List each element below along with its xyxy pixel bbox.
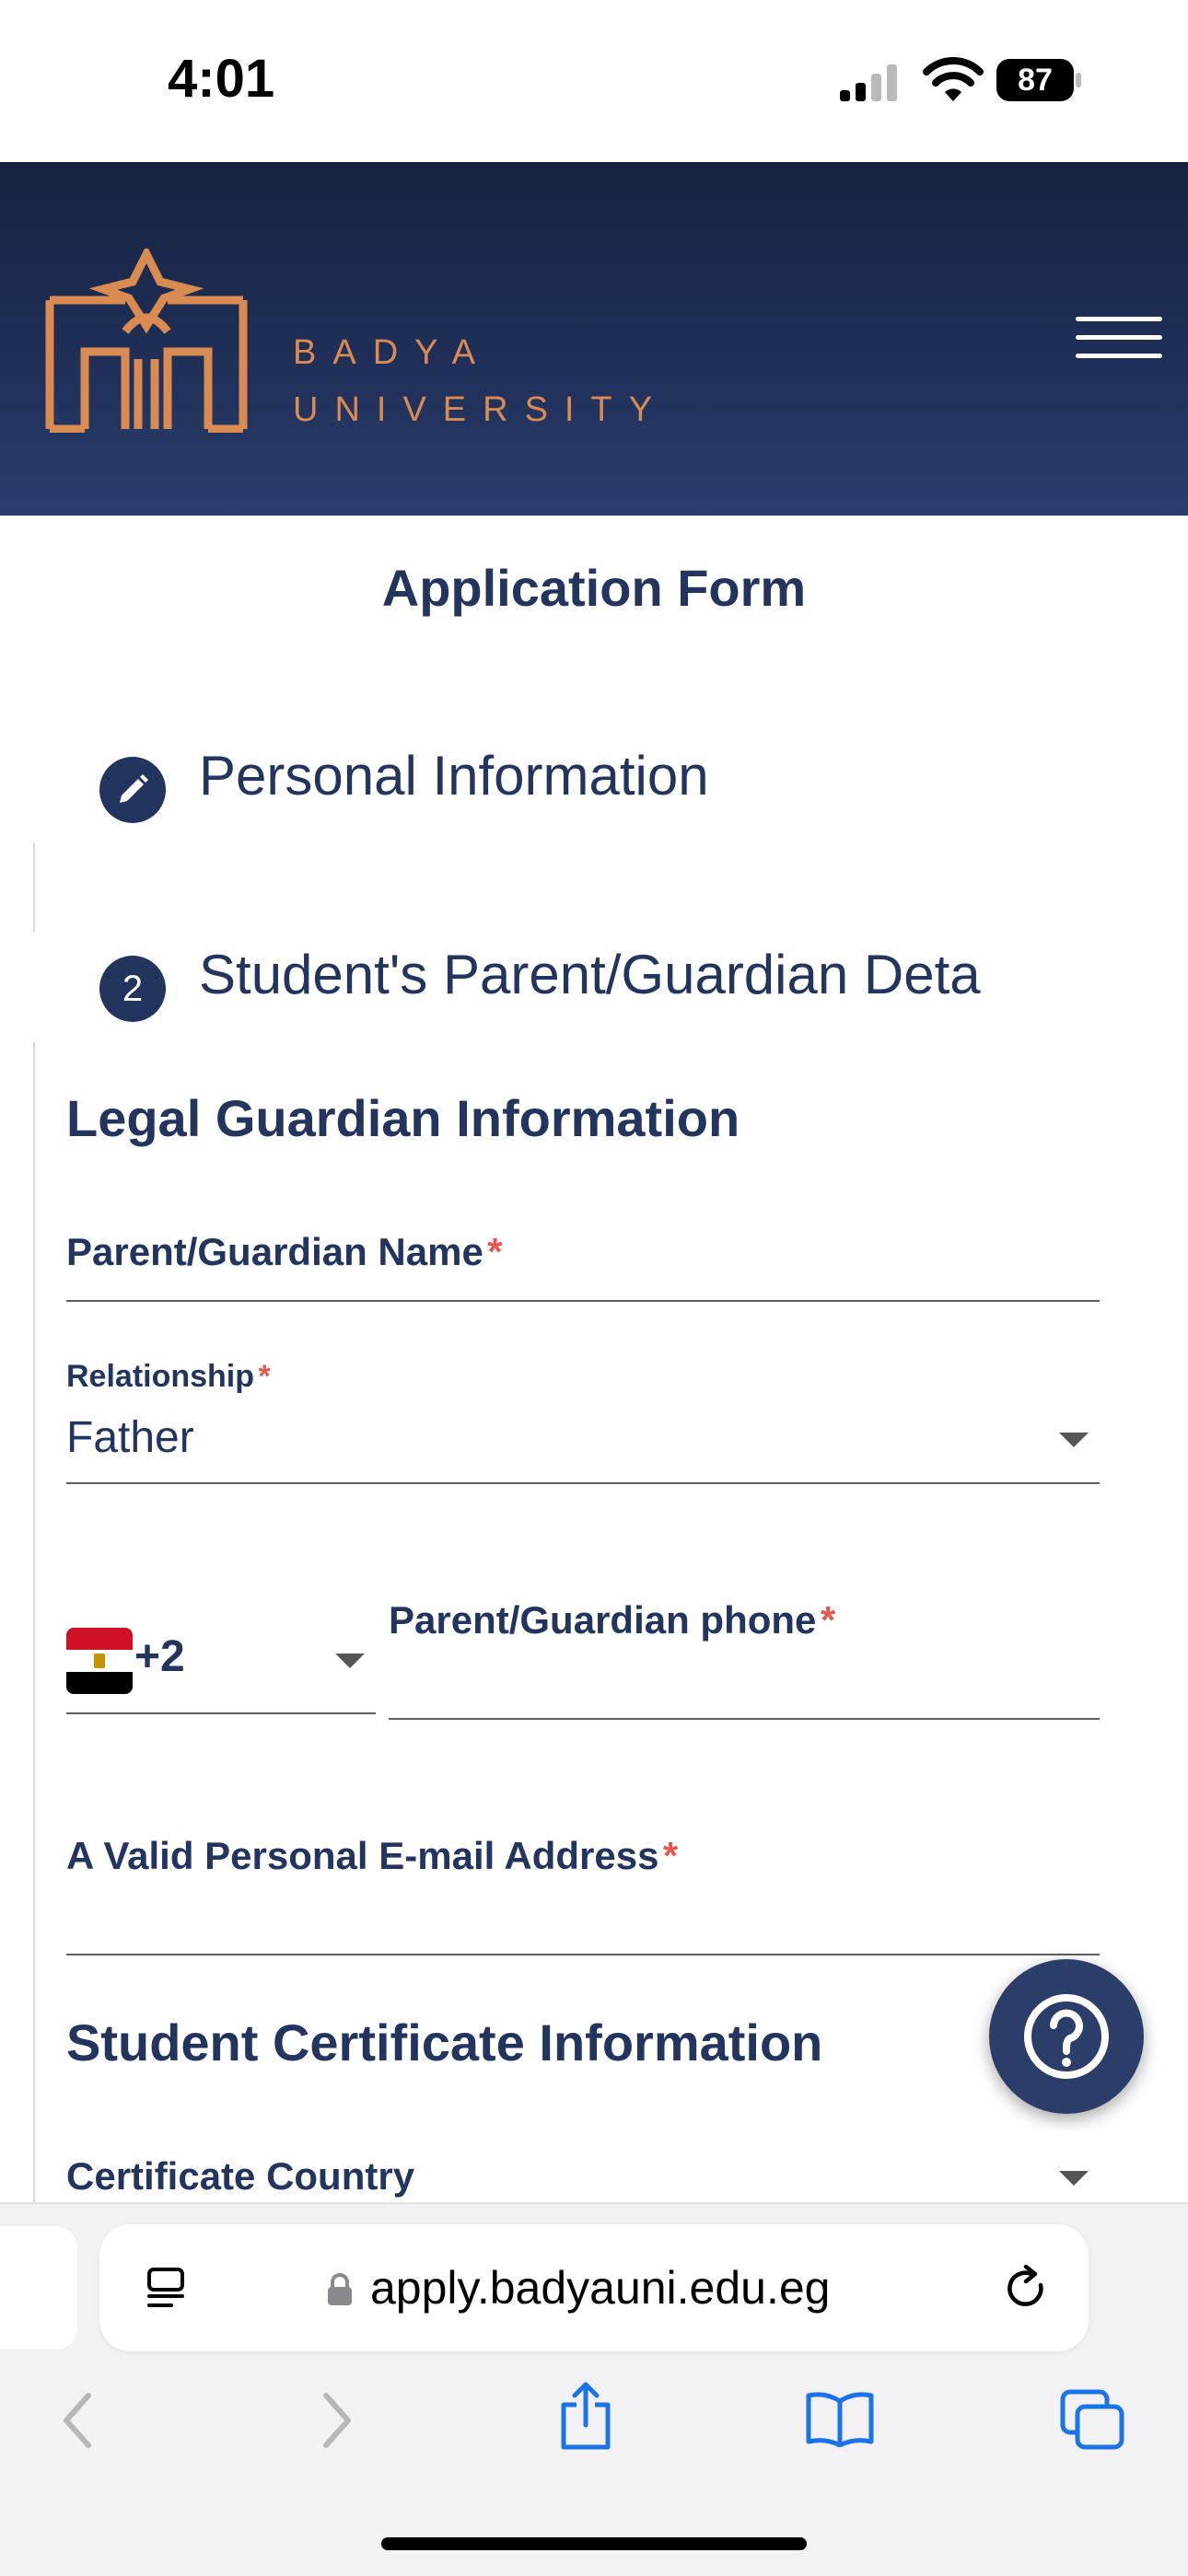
page-menu-icon[interactable] <box>144 2267 192 2311</box>
guardian-section-title: Legal Guardian Information <box>66 1089 740 1147</box>
step-1-label[interactable]: Personal Information <box>199 745 709 806</box>
guardian-phone-label: Parent/Guardian phone <box>389 1598 817 1642</box>
forward-icon[interactable] <box>319 2392 355 2449</box>
badya-university-logo-icon[interactable] <box>42 249 250 433</box>
page-title: Application Form <box>381 559 807 617</box>
home-indicator <box>381 2537 807 2550</box>
guardian-phone-field[interactable] <box>389 1598 835 1642</box>
hamburger-menu-icon[interactable] <box>1076 317 1162 361</box>
pencil-icon <box>114 772 151 808</box>
relationship-label: Relationship <box>66 1359 255 1394</box>
lock-icon <box>326 2272 354 2307</box>
stepper-connector <box>33 843 35 932</box>
stepper-connector <box>33 1042 35 2202</box>
back-icon[interactable] <box>59 2392 96 2449</box>
previous-tab-preview[interactable] <box>0 2226 77 2350</box>
relationship-label-wrap <box>66 1359 271 1395</box>
chevron-down-icon[interactable] <box>335 1654 365 1668</box>
email-field[interactable] <box>66 1834 678 1878</box>
relationship-select[interactable]: Father <box>66 1413 194 1462</box>
battery-icon <box>996 59 1083 101</box>
guardian-name-underline <box>66 1300 1100 1302</box>
required-asterisk: * <box>487 1230 503 1273</box>
url-text[interactable]: apply.badyauni.edu.eg <box>370 2262 831 2314</box>
egypt-flag-icon[interactable] <box>66 1628 133 1694</box>
tabs-icon[interactable] <box>1059 2388 1125 2451</box>
share-icon[interactable] <box>556 2381 615 2451</box>
chevron-down-icon[interactable] <box>1059 1433 1089 1447</box>
brand-name-line1: BADYA <box>293 333 493 372</box>
required-asterisk: * <box>662 1834 679 1877</box>
chevron-down-icon[interactable] <box>1059 2171 1089 2186</box>
country-code[interactable]: +2 <box>134 1632 185 1681</box>
step-2-number: 2 <box>99 956 166 1022</box>
step-1-edit-button[interactable] <box>99 757 166 823</box>
email-underline <box>66 1954 1100 1955</box>
step-2-label[interactable]: Student's Parent/Guardian Deta <box>199 944 981 1005</box>
country-code-underline <box>66 1712 376 1714</box>
battery-level: 87 <box>1018 63 1053 98</box>
certificate-country-field[interactable] <box>66 2154 414 2199</box>
wifi-icon <box>923 57 984 103</box>
certificate-section-title: Student Certificate Information <box>66 2013 823 2071</box>
brand-name-line2: UNIVERSITY <box>293 390 670 429</box>
email-label: A Valid Personal E-mail Address <box>66 1834 659 1877</box>
relationship-underline <box>66 1482 1100 1484</box>
certificate-country-label: Certificate Country <box>66 2154 415 2198</box>
guardian-phone-underline <box>389 1718 1100 1720</box>
help-button[interactable] <box>989 1959 1144 2114</box>
question-mark-icon <box>989 1959 1144 2114</box>
guardian-name-field[interactable] <box>66 1230 503 1274</box>
reload-icon[interactable] <box>1004 2265 1052 2315</box>
cellular-signal-icon <box>840 64 899 101</box>
required-asterisk: * <box>258 1359 271 1394</box>
bookmarks-icon[interactable] <box>805 2390 875 2447</box>
guardian-name-label: Parent/Guardian Name <box>66 1230 483 1273</box>
status-time: 4:01 <box>168 49 275 109</box>
required-asterisk: * <box>820 1598 836 1642</box>
